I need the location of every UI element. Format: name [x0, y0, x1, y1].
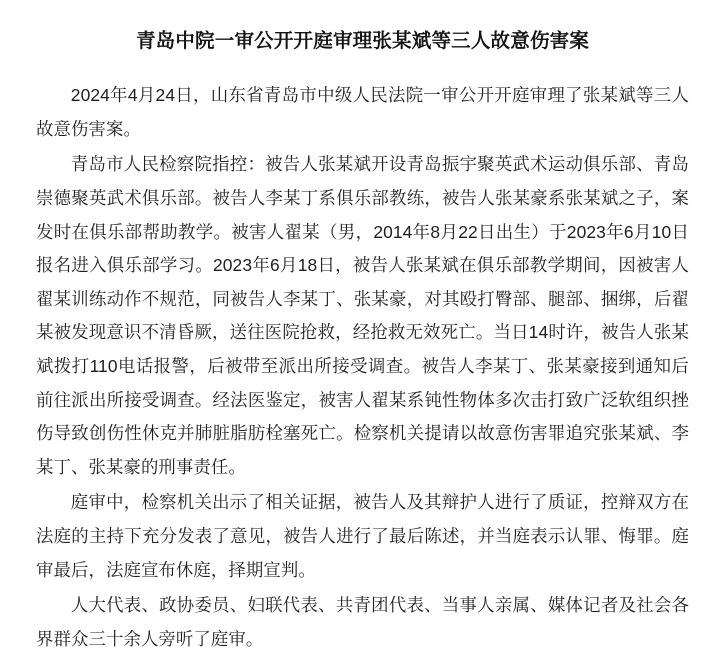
- paragraph-2: 青岛市人民检察院指控：被告人张某斌开设青岛振宇聚英武术运动俱乐部、青岛崇德聚英武术俱乐部。被告人李某丁系俱乐部教练，被告人张某豪系张某斌之子，案发时在俱乐部帮助教学。被害人翟某（男，2014年8月22日出生）于2023年6月10日报名进入俱乐部学习。2023年6月18日，被告人张某斌在俱乐部教学期间，因被害人翟某训练动作不规范，同被告人李某丁、张某豪，对其殴打臀部、腿部、捆绑，后翟某被发现意识不清昏厥，送往医院抢救，经抢救无效死亡。当日14时许，被告人张某斌拨打110电话报警，后被带至派出所接受调查。被告人李某丁、张某豪接到通知后前往派出所接受调查。经法医鉴定，被害人翟某系钝性物体多次击打致广泛软组织挫伤导致创伤性休克并肺脏脂肪栓塞死亡。检察机关提请以故意伤害罪追究张某斌、李某丁、张某豪的刑事责任。: [36, 154, 689, 477]
- paragraph-3: 庭审中，检察机关出示了相关证据，被告人及其辩护人进行了质证，控辩双方在法庭的主持下充分发表了意见，被告人进行了最后陈述，并当庭表示认罪、悔罪。庭审最后，法庭宣布休庭，择期宣判。: [36, 492, 689, 580]
- document-body: [36, 79, 689, 656]
- paragraph-4: 人大代表、政协委员、妇联代表、共青团代表、当事人亲属、媒体记者及社会各界群众三十余人旁听了庭审。: [36, 595, 689, 649]
- paragraph-1: 2024年4月24日，山东省青岛市中级人民法院一审公开开庭审理了张某斌等三人故意伤害案。: [36, 85, 689, 139]
- page-title: 青岛中院一审公开开庭审理张某斌等三人故意伤害案: [135, 30, 590, 52]
